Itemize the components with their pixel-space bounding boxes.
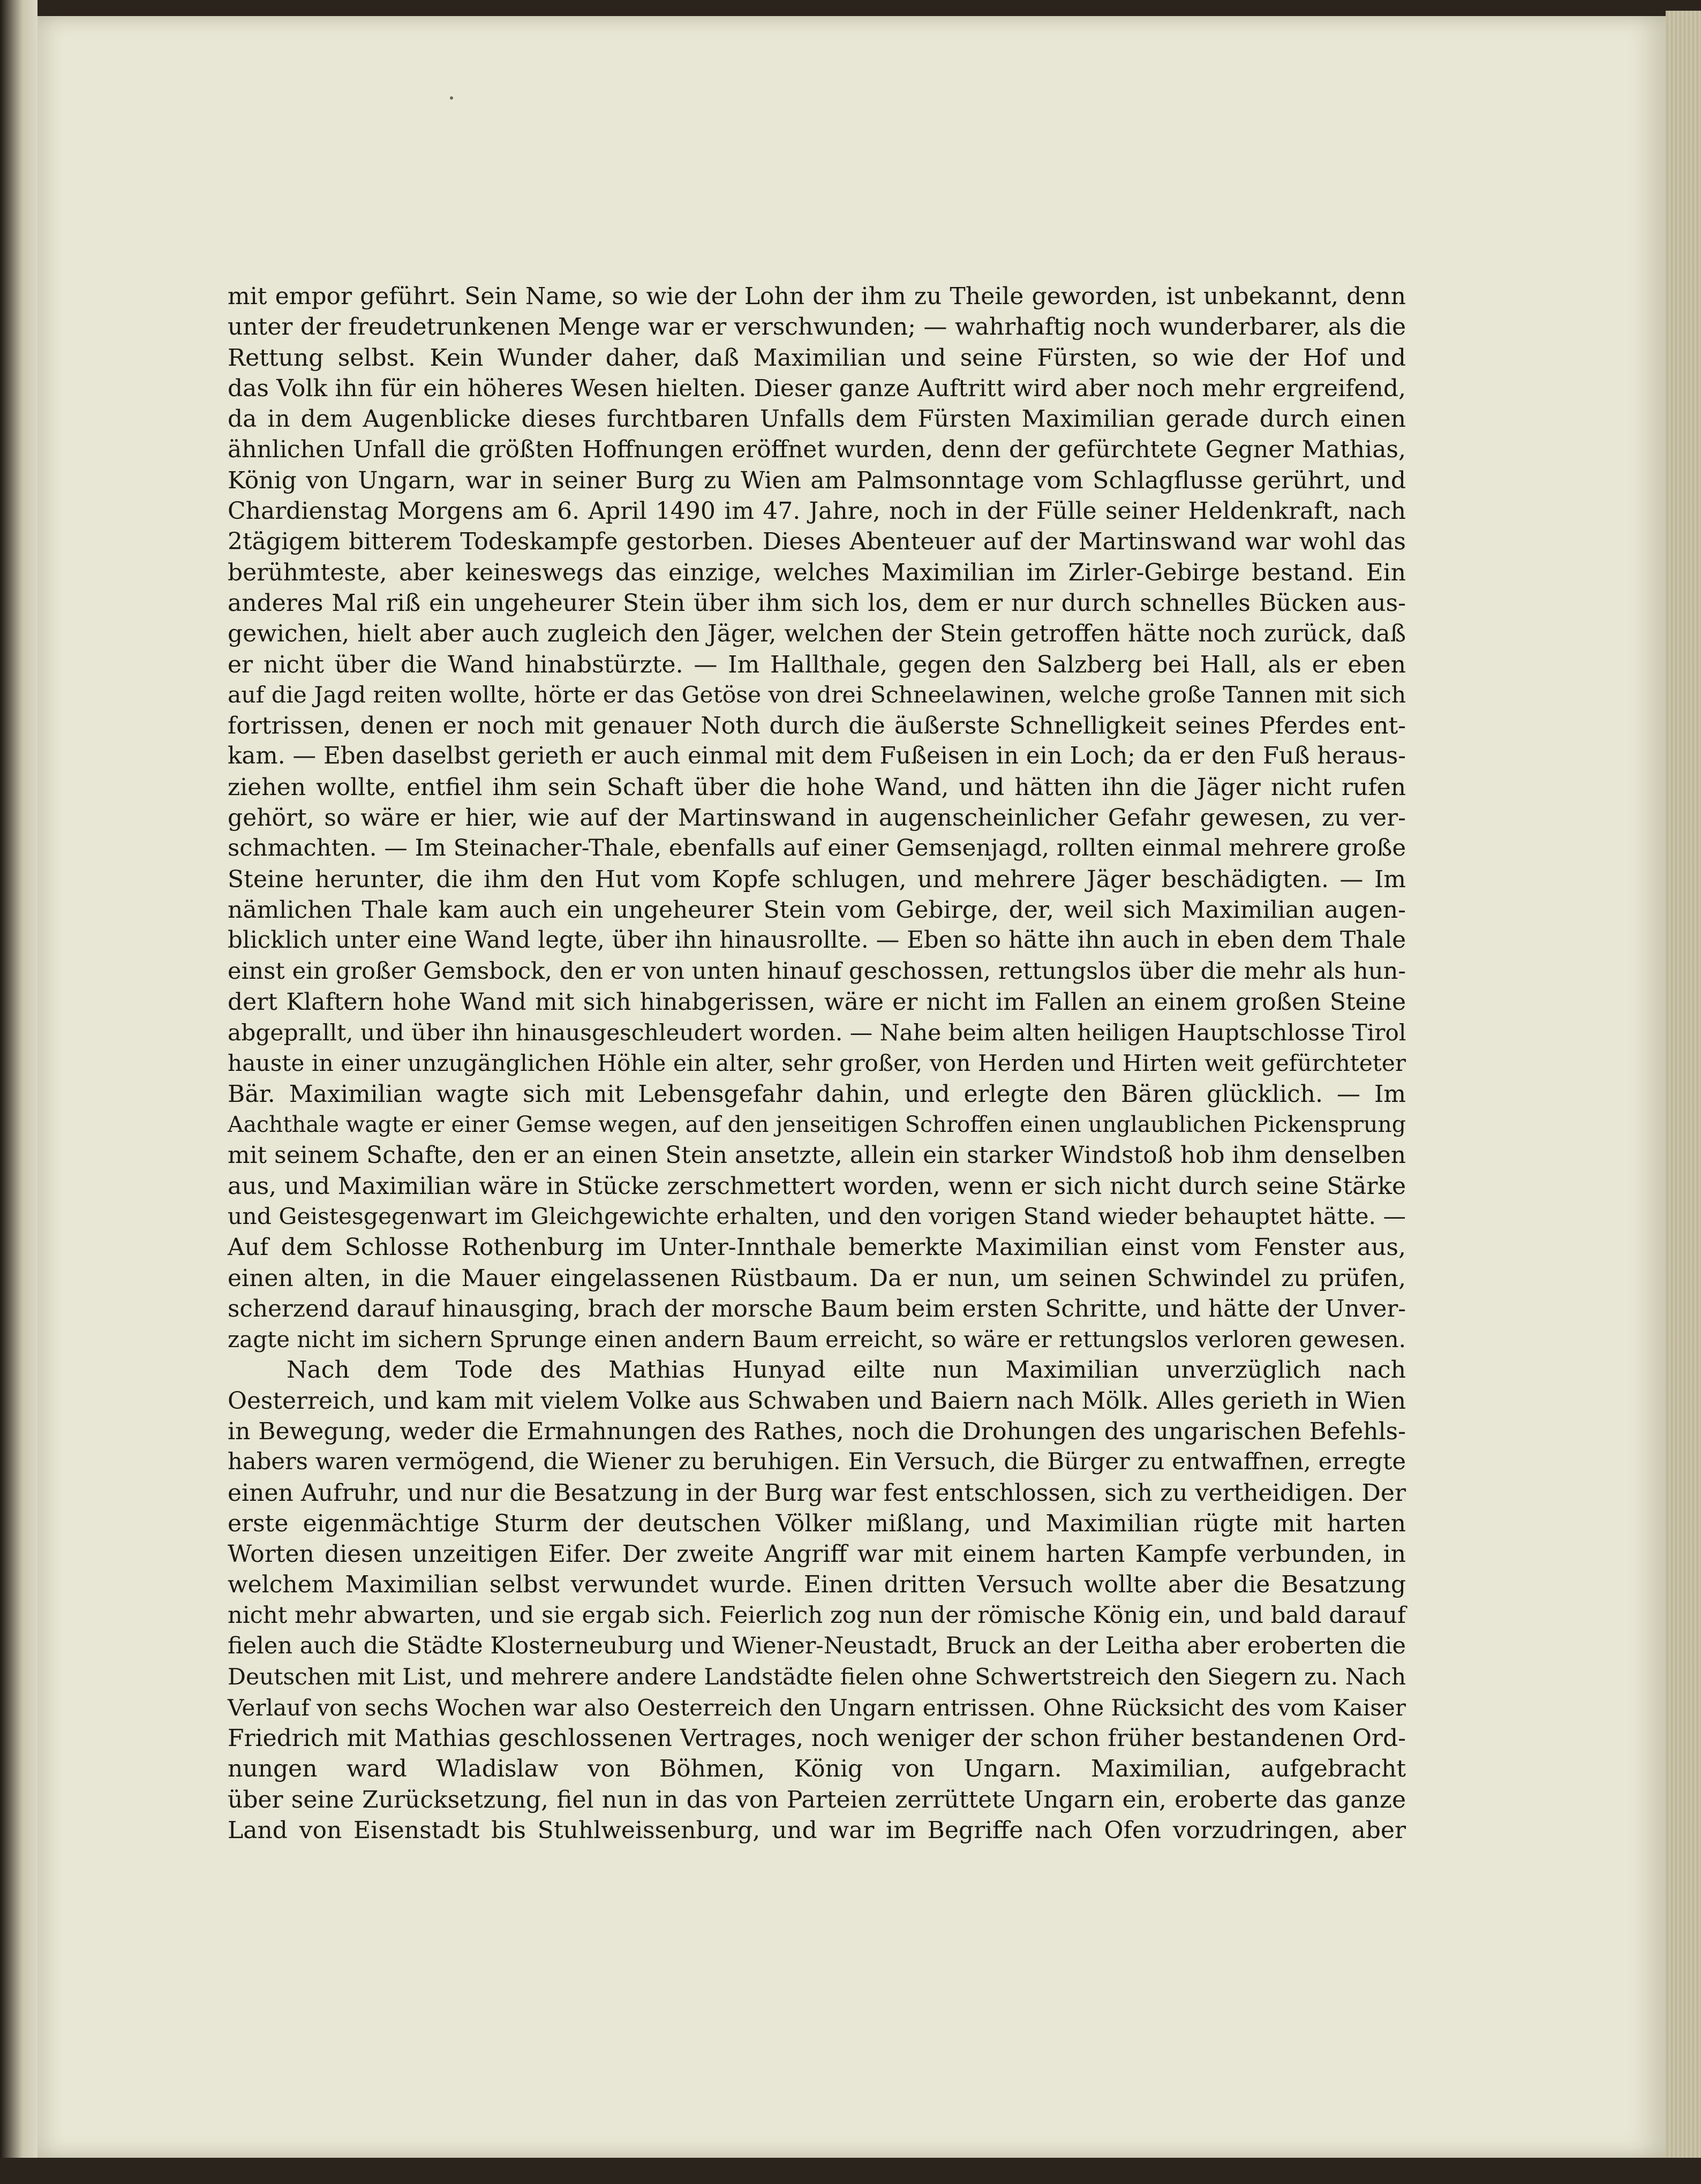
text-line: Steine herunter, die ihm den Hut vom Kopfe schlugen, und mehrere Jäger beschädigten. — Im bbox=[228, 865, 1406, 893]
text-line: mit empor geführt. Sein Name, so wie der Lohn der ihm zu Theile geworden, ist unbekannt, denn bbox=[228, 283, 1406, 310]
text-line: einen Aufruhr, und nur die Besatzung in der Burg war fest entschlossen, sich zu vertheidigen. Der bbox=[228, 1479, 1406, 1507]
text-line: Verlauf von sechs Wochen war also Oesterreich den Ungarn entrissen. Ohne Rücksicht des vom Kaiser bbox=[228, 1694, 1406, 1721]
text-line: berühmteste, aber keineswegs das einzige, welches Maximilian im Zirler-Gebirge bestand. Ein bbox=[228, 558, 1406, 586]
text-line: nungen ward Wladislaw von Böhmen, König von Ungarn. Maximilian, aufgebracht bbox=[228, 1755, 1406, 1783]
text-line: Rettung selbst. Kein Wunder daher, daß Maximilian und seine Fürsten, so wie der Hof und bbox=[228, 344, 1406, 372]
text-line: gehört, so wäre er hier, wie auf der Martinswand in augenscheinlicher Gefahr gewesen, zu ver- bbox=[228, 804, 1406, 832]
text-line: 2tägigem bitterem Todeskampfe gestorben. Dieses Abenteuer auf der Martinswand war wohl das bbox=[228, 528, 1406, 556]
scan-top-border bbox=[0, 0, 1701, 16]
text-line: schmachten. — Im Steinacher-Thale, ebenfalls auf einer Gemsenjagd, rollten einmal mehrere große bbox=[228, 835, 1406, 862]
text-line: hauste in einer unzugänglichen Höhle ein alter, sehr großer, von Herden und Hirten weit gefürchteter bbox=[228, 1050, 1406, 1077]
text-line: kam. — Eben daselbst gerieth er auch einmal mit dem Fußeisen in ein Loch; da er den Fuß heraus- bbox=[228, 743, 1406, 770]
text-line: Deutschen mit List, und mehrere andere Landstädte fielen ohne Schwertstreich den Siegern zu. Nach bbox=[228, 1664, 1406, 1690]
text-line: zagte nicht im sichern Sprunge einen andern Baum erreicht, so wäre er rettungslos verloren gewesen. bbox=[228, 1326, 1406, 1353]
text-line: abgeprallt, und über ihn hinausgeschleudert worden. — Nahe beim alten heiligen Hauptschlosse Tirol bbox=[228, 1019, 1406, 1046]
text-line: unter der freudetrunkenen Menge war er verschwunden; — wahrhaftig noch wunderbarer, als die bbox=[228, 313, 1406, 341]
text-line: mit seinem Schafte, den er an einen Stein ansetzte, allein ein starker Windstoß hob ihm denselben bbox=[228, 1142, 1406, 1169]
text-line: gewichen, hielt aber auch zugleich den Jäger, welchen der Stein getroffen hätte noch zurück, daß bbox=[228, 620, 1406, 648]
text-line: anderes Mal riß ein ungeheurer Stein über ihm sich los, dem er nur durch schnelles Bücken aus- bbox=[228, 589, 1406, 617]
text-line: Bär. Maximilian wagte sich mit Lebensgefahr dahin, und erlegte den Bären glücklich. — Im bbox=[228, 1080, 1406, 1108]
text-line: ähnlichen Unfall die größten Hoffnungen eröffnet wurden, denn der gefürchtete Gegner Mathias, bbox=[228, 436, 1406, 464]
left-page-edge bbox=[0, 0, 37, 2184]
text-line: aus, und Maximilian wäre in Stücke zerschmettert worden, wenn er sich nicht durch seine Stärke bbox=[228, 1172, 1406, 1200]
text-line: blicklich unter eine Wand legte, über ihn hinausrollte. — Eben so hätte ihn auch in eben dem Thale bbox=[228, 927, 1406, 954]
text-line: Oesterreich, und kam mit vielem Volke aus Schwaben und Baiern nach Mölk. Alles gerieth in Wien bbox=[228, 1387, 1406, 1415]
paragraph-first-line: Nach dem Tode des Mathias Hunyad eilte nun Maximilian unverzüglich nach bbox=[287, 1356, 1406, 1384]
text-line: er nicht über die Wand hinabstürzte. — Im Hallthale, gegen den Salzberg bei Hall, als er eben bbox=[228, 651, 1406, 678]
text-line: König von Ungarn, war in seiner Burg zu Wien am Palmsonntage vom Schlagflusse gerührt, und bbox=[228, 466, 1406, 494]
text-line: Land von Eisenstadt bis Stuhlweissenburg, und war im Begriffe nach Ofen vorzudringen, aber bbox=[228, 1816, 1406, 1844]
text-line: Worten diesen unzeitigen Eifer. Der zweite Angriff war mit einem harten Kampfe verbunden, in bbox=[228, 1540, 1406, 1568]
body-text bbox=[228, 281, 1406, 1846]
text-line: auf die Jagd reiten wollte, hörte er das Getöse von drei Schneelawinen, welche große Tannen mit sich bbox=[228, 682, 1406, 708]
text-line: und Geistesgegenwart im Gleichgewichte erhalten, und den vorigen Stand wieder behauptet hätte. — bbox=[228, 1203, 1406, 1230]
text-line: einst ein großer Gemsbock, den er von unten hinauf geschossen, rettungslos über die mehr als hun- bbox=[228, 957, 1406, 985]
text-line: einen alten, in die Mauer eingelassenen Rüstbaum. Da er nun, um seinen Schwindel zu prüfen, bbox=[228, 1264, 1406, 1292]
text-line: welchem Maximilian selbst verwundet wurde. Einen dritten Versuch wollte aber die Besatzung bbox=[228, 1571, 1406, 1599]
text-line: fielen auch die Städte Klosterneuburg und Wiener-Neustadt, Bruck an der Leitha aber eroberten die bbox=[228, 1633, 1406, 1660]
text-line: Friedrich mit Mathias geschlossenen Vertrages, noch weniger der schon früher bestandenen Ord- bbox=[228, 1724, 1406, 1752]
text-line: da in dem Augenblicke dieses furchtbaren Unfalls dem Fürsten Maximilian gerade durch einen bbox=[228, 405, 1406, 433]
text-line: Chardienstag Morgens am 6. April 1490 im 47. Jahre, noch in der Fülle seiner Heldenkraft, nach bbox=[228, 497, 1406, 525]
text-line: Auf dem Schlosse Rothenburg im Unter-Innthale bemerkte Maximilian einst vom Fenster aus, bbox=[228, 1234, 1406, 1261]
paper-speck bbox=[450, 96, 453, 100]
text-line: nämlichen Thale kam auch ein ungeheurer Stein vom Gebirge, der, weil sich Maximilian augen- bbox=[228, 896, 1406, 924]
text-line: in Bewegung, weder die Ermahnungen des Rathes, noch die Drohungen des ungarischen Befehls- bbox=[228, 1417, 1406, 1445]
text-line: das Volk ihn für ein höheres Wesen hielten. Dieser ganze Auftritt wird aber noch mehr ergreifend, bbox=[228, 374, 1406, 402]
text-line: fortrissen, denen er noch mit genauer Noth durch die äußerste Schnelligkeit seines Pferdes ent- bbox=[228, 712, 1406, 740]
text-line: habers waren vermögend, die Wiener zu beruhigen. Ein Versuch, die Bürger zu entwaffnen, erregte bbox=[228, 1448, 1406, 1476]
text-line: dert Klaftern hohe Wand mit sich hinabgerissen, wäre er nicht im Fallen an einem großen Steine bbox=[228, 988, 1406, 1016]
text-line: nicht mehr abwarten, und sie ergab sich. Feierlich zog nun der römische König ein, und bald darauf bbox=[228, 1601, 1406, 1629]
text-line: scherzend darauf hinausging, brach der morsche Baum beim ersten Schritte, und hätte der Unver- bbox=[228, 1295, 1406, 1323]
text-line: Aachthale wagte er einer Gemse wegen, auf den jenseitigen Schroffen einen unglaublichen Pickensprung bbox=[228, 1112, 1406, 1138]
page-stack-edge bbox=[1666, 11, 1701, 2174]
text-line: erste eigenmächtige Sturm der deutschen Völker mißlang, und Maximilian rügte mit harten bbox=[228, 1509, 1406, 1537]
text-line: ziehen wollte, entfiel ihm sein Schaft über die hohe Wand, und hätten ihn die Jäger nicht rufen bbox=[228, 773, 1406, 801]
scan-bottom-border bbox=[0, 2158, 1701, 2184]
text-line: über seine Zurücksetzung, fiel nun in das von Parteien zerrüttete Ungarn ein, eroberte das ganze bbox=[228, 1786, 1406, 1813]
